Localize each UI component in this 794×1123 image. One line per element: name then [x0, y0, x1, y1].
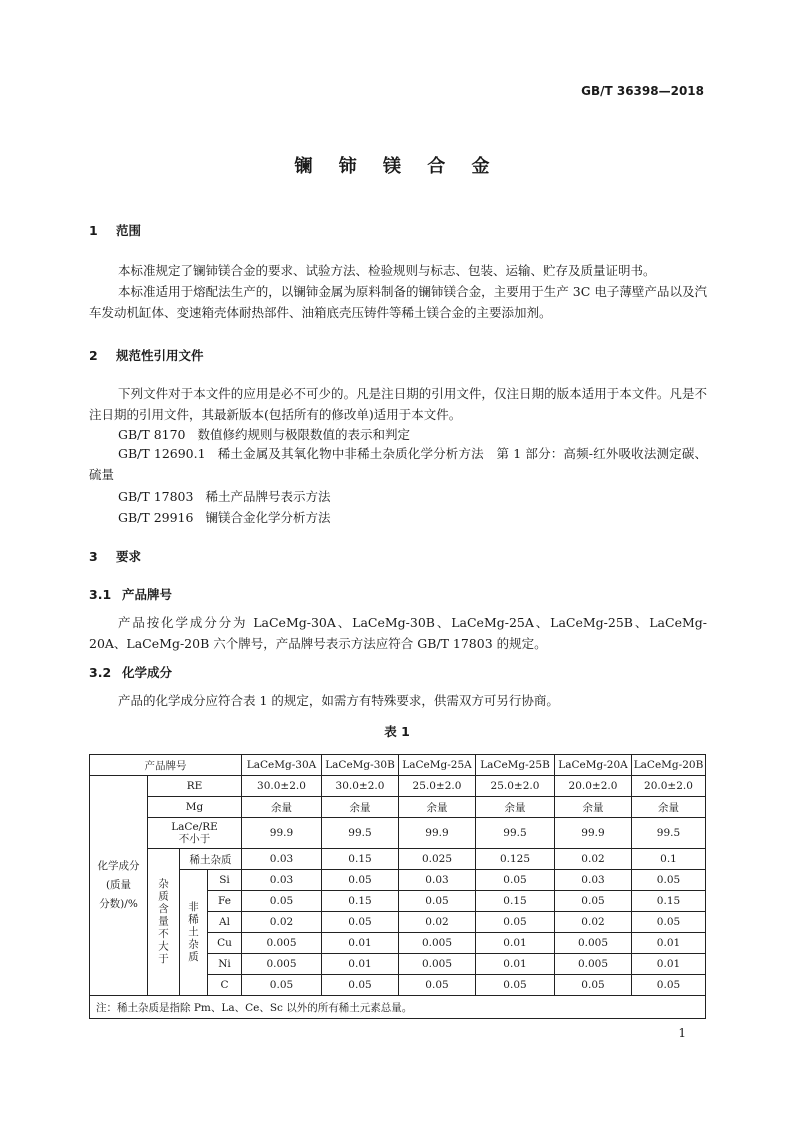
table-cell: 0.15	[476, 891, 555, 912]
table-note-row	[90, 996, 706, 1019]
table-cell: 0.05	[632, 912, 706, 933]
table-cell: 0.05	[632, 870, 706, 891]
table-cell: 0.005	[399, 933, 476, 954]
section-3-heading	[89, 547, 141, 565]
scope-paragraph-2: 本标准适用于熔配法生产的，以镧铈金属为原料制备的镧铈镁合金，主要用于生产 3C 电子薄壁产品以及汽车发动机缸体、变速箱壳体耐热部件、油箱底壳压铸件等稀土镁合金的主要添加剂。	[89, 284, 707, 320]
reference-code: GB/T 8170	[118, 427, 186, 442]
normative-paragraph: 下列文件对于本文件的应用是必不可少的。凡是注日期的引用文件，仅注日期的版本适用于本文件。凡是不注日期的引用文件，其最新版本(包括所有的修改单)适用于本文件。	[89, 386, 707, 422]
row-label: Cu	[208, 933, 242, 954]
table-row	[90, 776, 706, 797]
row-label: Al	[208, 912, 242, 933]
subsection-3-2-heading	[89, 663, 172, 681]
row-label: Fe	[208, 891, 242, 912]
group-label-line: (质量	[105, 879, 132, 891]
table-cell: 余量	[399, 797, 476, 818]
table-row	[90, 870, 706, 891]
table-header-row	[90, 755, 706, 776]
table-cell: 0.05	[476, 975, 555, 996]
table-cell: 0.15	[322, 891, 399, 912]
table-cell: 0.05	[476, 912, 555, 933]
section-number: 1	[89, 223, 98, 238]
table-cell: 25.0±2.0	[399, 776, 476, 797]
table-caption: 表 1	[384, 724, 410, 739]
reference-code: GB/T 17803	[118, 489, 194, 504]
table-row	[90, 797, 706, 818]
row-label-line: 不小于	[178, 833, 211, 845]
table-cell: 余量	[476, 797, 555, 818]
table-cell: 余量	[322, 797, 399, 818]
section-number: 2	[89, 348, 98, 363]
table-row	[90, 849, 706, 870]
row-label: C	[208, 975, 242, 996]
table-cell: 0.03	[399, 870, 476, 891]
table-cell: 0.01	[632, 933, 706, 954]
table-cell: 30.0±2.0	[322, 776, 399, 797]
table-row	[90, 818, 706, 849]
table-cell: 0.01	[632, 954, 706, 975]
table-cell: 99.5	[632, 818, 706, 849]
table-note: 注：稀土杂质是指除 Pm、La、Ce、Sc 以外的所有稀土元素总量。	[90, 996, 706, 1019]
reference-item	[118, 487, 330, 505]
row-label: RE	[148, 776, 242, 797]
section-number: 3	[89, 549, 98, 564]
table-cell: 99.5	[476, 818, 555, 849]
row-label: Si	[208, 870, 242, 891]
table-cell: 0.01	[476, 954, 555, 975]
subsection-number: 3.1	[89, 587, 112, 602]
grades-paragraph: 产品按化学成分分为 LaCeMg-30A、LaCeMg-30B、LaCeMg-25A、LaCeMg-25B、LaCeMg-20A、LaCeMg-20B 六个牌号，产品牌号表示方法应符合 GB/T 17803 的规定。	[89, 615, 707, 651]
table-cell: 0.05	[322, 975, 399, 996]
table-cell: 0.05	[322, 912, 399, 933]
table-cell: 0.005	[555, 933, 632, 954]
table-cell: 0.05	[632, 975, 706, 996]
reference-code: GB/T 29916	[118, 510, 194, 525]
non-re-impurity-label: 非稀土杂质	[180, 870, 208, 996]
table-cell: 余量	[632, 797, 706, 818]
table-cell: 0.03	[242, 849, 322, 870]
document-title: 镧 铈 镁 合 金	[294, 156, 500, 177]
table-cell: 0.02	[399, 912, 476, 933]
table-cell: 0.125	[476, 849, 555, 870]
table-cell: 0.02	[555, 912, 632, 933]
table-cell: 99.5	[322, 818, 399, 849]
grade-header: LaCeMg-20A	[555, 755, 632, 776]
impurity-label: 杂质含量不大于	[148, 849, 180, 996]
table-cell: 0.005	[242, 954, 322, 975]
section-1-heading	[89, 221, 141, 239]
table-cell: 20.0±2.0	[555, 776, 632, 797]
table-cell: 0.15	[322, 849, 399, 870]
table-cell: 0.01	[476, 933, 555, 954]
grade-header: LaCeMg-25A	[399, 755, 476, 776]
table-cell: 0.01	[322, 954, 399, 975]
table-cell: 0.05	[322, 870, 399, 891]
reference-title: 数值修约规则与极限数值的表示和判定	[197, 427, 411, 442]
group-label-line: 分数)/%	[99, 898, 138, 910]
row-label: 稀土杂质	[180, 849, 242, 870]
reference-item	[89, 443, 707, 485]
table-cell: 0.05	[555, 891, 632, 912]
subsection-title: 产品牌号	[122, 587, 173, 602]
table-cell: 0.02	[242, 912, 322, 933]
table-cell: 0.05	[399, 975, 476, 996]
table-cell: 0.01	[322, 933, 399, 954]
table-cell: 0.05	[555, 975, 632, 996]
grade-header: LaCeMg-20B	[632, 755, 706, 776]
composition-paragraph: 产品的化学成分应符合表 1 的规定，如需方有特殊要求，供需双方可另行协商。	[118, 693, 559, 708]
subsection-3-1-heading	[89, 585, 172, 603]
table-cell: 余量	[242, 797, 322, 818]
table-cell: 0.1	[632, 849, 706, 870]
table-cell: 0.05	[399, 891, 476, 912]
table-cell: 0.005	[555, 954, 632, 975]
table-cell: 0.005	[242, 933, 322, 954]
table-cell: 30.0±2.0	[242, 776, 322, 797]
grade-header: LaCeMg-30B	[322, 755, 399, 776]
scope-paragraph-1: 本标准规定了镧铈镁合金的要求、试验方法、检验规则与标志、包装、运输、贮存及质量证明书。	[118, 263, 656, 278]
table-cell: 0.05	[476, 870, 555, 891]
table-cell: 99.9	[242, 818, 322, 849]
table-cell: 余量	[555, 797, 632, 818]
section-title: 规范性引用文件	[116, 348, 204, 363]
reference-title: 稀土金属及其氧化物中非稀土杂质化学分析方法 第 1 部分：高频-红外吸收法测定碳、硫量	[89, 446, 708, 482]
grade-header: LaCeMg-25B	[476, 755, 555, 776]
page-number: 1	[678, 1026, 686, 1040]
section-title: 要求	[116, 549, 142, 564]
reference-title: 镧镁合金化学分析方法	[205, 510, 331, 525]
row-label: Mg	[148, 797, 242, 818]
table-cell: 0.05	[242, 975, 322, 996]
row-label-line: LaCe/RE	[171, 821, 218, 833]
section-2-heading	[89, 346, 204, 364]
composition-table	[89, 754, 706, 1019]
grade-header: LaCeMg-30A	[242, 755, 322, 776]
reference-title: 稀土产品牌号表示方法	[205, 489, 331, 504]
reference-item	[118, 425, 410, 443]
subsection-title: 化学成分	[122, 665, 173, 680]
row-label	[148, 818, 242, 849]
table-cell: 0.05	[242, 891, 322, 912]
header-label: 产品牌号	[90, 755, 242, 776]
table-cell: 0.025	[399, 849, 476, 870]
subsection-number: 3.2	[89, 665, 112, 680]
table-cell: 0.005	[399, 954, 476, 975]
standard-code: GB/T 36398—2018	[581, 84, 704, 98]
table-cell: 0.15	[632, 891, 706, 912]
section-title: 范围	[116, 223, 142, 238]
table-cell: 0.02	[555, 849, 632, 870]
table-cell: 25.0±2.0	[476, 776, 555, 797]
table-cell: 0.03	[242, 870, 322, 891]
reference-item	[118, 508, 330, 526]
group-label	[90, 776, 148, 996]
table-cell: 99.9	[399, 818, 476, 849]
row-label: Ni	[208, 954, 242, 975]
group-label-line: 化学成分	[97, 860, 140, 872]
table-cell: 20.0±2.0	[632, 776, 706, 797]
reference-code: GB/T 12690.1	[118, 446, 206, 461]
table-cell: 0.03	[555, 870, 632, 891]
table-cell: 99.9	[555, 818, 632, 849]
